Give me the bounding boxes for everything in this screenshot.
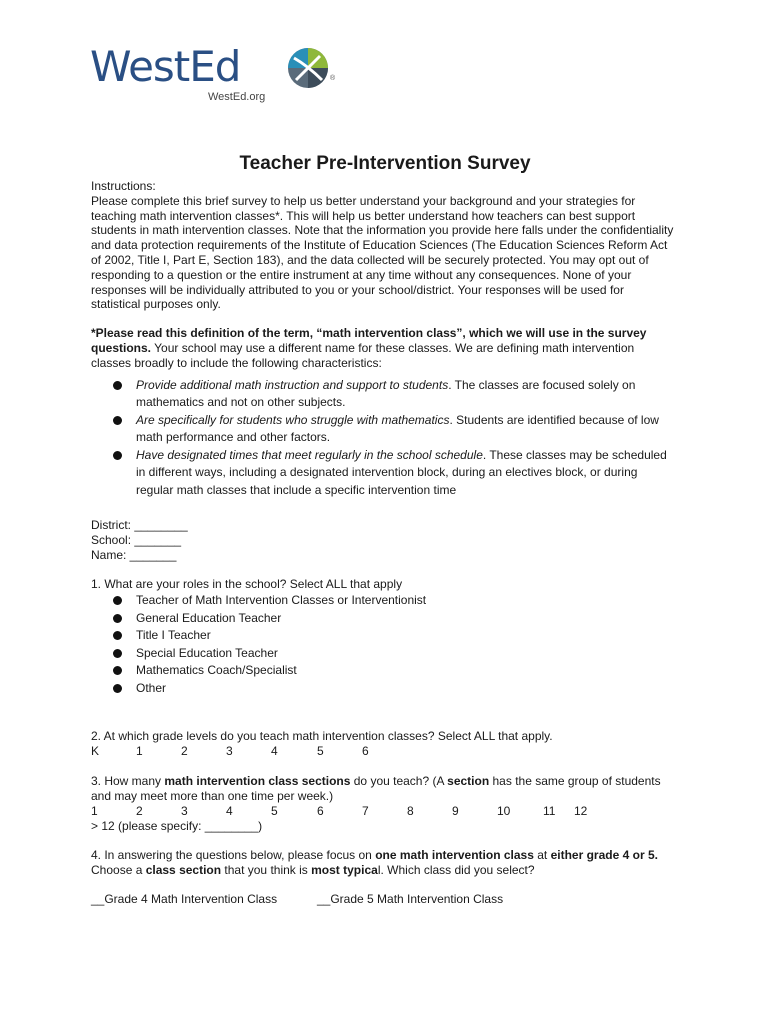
logo-url: WestEd.org bbox=[208, 91, 266, 103]
role-options bbox=[91, 592, 676, 697]
role-option[interactable]: Mathematics Coach/Specialist bbox=[91, 662, 676, 680]
section-count-option[interactable]: 1 bbox=[91, 803, 98, 818]
question-4: 4. In answering the questions below, please focus on one math intervention class at either grade 4 or 5. Choose a class section that you think is most typical. Which class did you select? bbox=[91, 848, 658, 878]
role-option[interactable]: General Education Teacher bbox=[91, 610, 676, 628]
westED-logo bbox=[90, 44, 340, 106]
instructions-label: Instructions bbox=[91, 179, 153, 193]
section-count-option[interactable]: 5 bbox=[271, 803, 278, 818]
logo-globe-icon bbox=[286, 46, 330, 90]
definition-item: Have designated times that meet regularly in the school schedule. These classes may be scheduled in different ways, including a designated intervention block, during an electives block, or during regular math classes that include a specific intervention time bbox=[91, 447, 676, 500]
section-count-option[interactable]: 2 bbox=[136, 803, 143, 818]
grade-option[interactable]: 1 bbox=[136, 744, 143, 759]
class-choice-options bbox=[91, 892, 676, 907]
section-count-option[interactable]: 11 bbox=[543, 803, 556, 818]
section-count-option[interactable]: 3 bbox=[181, 803, 188, 818]
respondent-fields bbox=[91, 518, 676, 562]
page-title: Teacher Pre-Intervention Survey bbox=[239, 153, 531, 174]
grade-option[interactable]: 4 bbox=[271, 744, 278, 759]
survey-body bbox=[91, 179, 676, 907]
grade-option[interactable]: 6 bbox=[362, 744, 369, 759]
definition-text: Your school may use a different name for these classes. We are defining math intervention classes broadly to include the following characteristics: bbox=[91, 340, 635, 370]
logo-registered-mark: ® bbox=[330, 75, 336, 82]
section-count-other[interactable]: > 12 (please specify: ________) bbox=[91, 818, 263, 833]
instructions-text: Please complete this brief survey to help us better understand your background and your strategies for teaching math intervention classes*. This will help us better understand how teachers can best support students in math intervention classes. Note that the information you provide here falls under the confidentiality and data protection requirements of the Institute of Education Sciences (The Education Sciences Reform Act of 2002, Title I, Part E, Section 183), and the data collected will be securely protected. You may opt out of responding to a question or the entire instrument at any time without any consequences. None of your responses will be individually attributed to you or your school/district. Your responses will be used for statistical purposes only. bbox=[91, 193, 674, 312]
name-field[interactable]: Name: _______ bbox=[91, 547, 177, 562]
district-field[interactable]: District: ________ bbox=[91, 518, 188, 533]
section-count-option[interactable]: 4 bbox=[226, 803, 233, 818]
grade-option[interactable]: K bbox=[91, 744, 100, 759]
school-field[interactable]: School: _______ bbox=[91, 532, 182, 547]
grade-4-class-option[interactable]: __Grade 4 Math Intervention Class bbox=[91, 892, 278, 907]
grade-option[interactable]: 2 bbox=[181, 744, 188, 759]
role-option[interactable]: Title I Teacher bbox=[91, 627, 676, 645]
role-option[interactable]: Teacher of Math Intervention Classes or Interventionist bbox=[91, 592, 676, 610]
question-1: 1. What are your roles in the school? Select ALL that apply bbox=[91, 577, 403, 592]
section-count-options bbox=[91, 804, 676, 819]
definition-list bbox=[91, 377, 676, 500]
question-3: 3. How many math intervention class sections do you teach? (A section has the same group of students and may meet more than one time per week.) bbox=[91, 774, 661, 803]
section-count-option[interactable]: 10 bbox=[497, 803, 511, 818]
section-count-option[interactable]: 7 bbox=[362, 803, 369, 818]
definition-paragraph bbox=[91, 326, 676, 370]
logo-wordmark: WestEd bbox=[90, 42, 241, 91]
role-option[interactable]: Special Education Teacher bbox=[91, 645, 676, 663]
grade-option[interactable]: 3 bbox=[226, 744, 233, 759]
section-count-option[interactable]: 8 bbox=[407, 803, 414, 818]
instructions-heading: Instructions: bbox=[91, 179, 156, 193]
question-2: 2. At which grade levels do you teach math intervention classes? Select ALL that apply. bbox=[91, 729, 553, 744]
role-option[interactable]: Other bbox=[91, 680, 676, 698]
definition-bold-text: *Please read this definition of the term, “math intervention class”, which we will use in the survey questions. bbox=[91, 326, 647, 355]
section-count-option[interactable]: 12 bbox=[574, 803, 588, 818]
section-count-option[interactable]: 6 bbox=[317, 803, 324, 818]
definition-item: Provide additional math instruction and support to students. The classes are focused solely on mathematics and not on other subjects. bbox=[91, 377, 676, 412]
grade-option[interactable]: 5 bbox=[317, 744, 324, 759]
section-count-option[interactable]: 9 bbox=[452, 803, 459, 818]
grade-options bbox=[91, 744, 676, 759]
grade-5-class-option[interactable]: __Grade 5 Math Intervention Class bbox=[317, 892, 504, 907]
definition-item: Are specifically for students who struggle with mathematics. Students are identified because of low math performance and other factors. bbox=[91, 412, 676, 447]
